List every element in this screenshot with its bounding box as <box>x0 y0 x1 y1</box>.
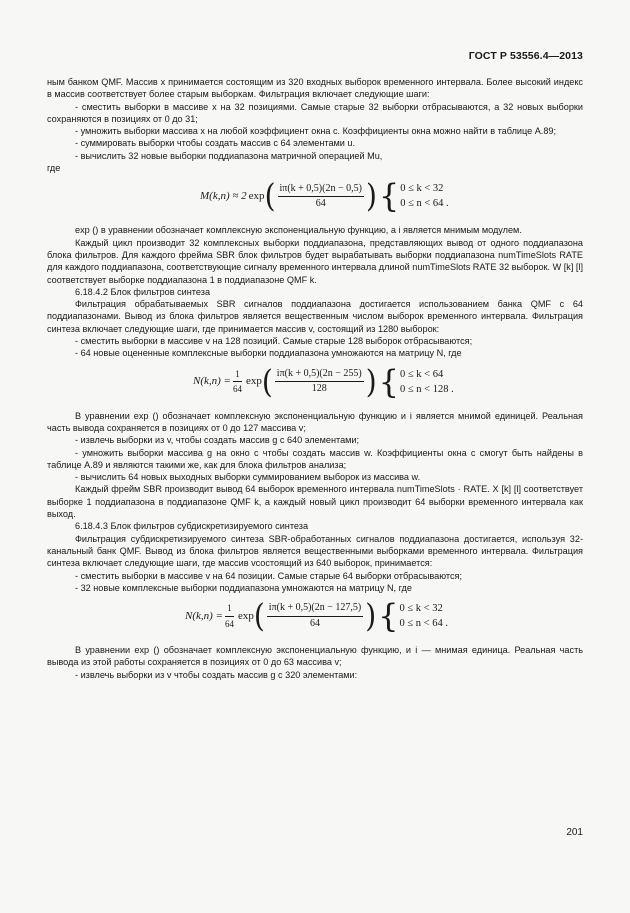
formula-n-matrix-downsampled <box>47 596 583 642</box>
fraction-numerator: iπ(k + 0,5)(2n − 0,5) <box>278 183 364 197</box>
left-paren: ( <box>253 596 265 635</box>
condition-k: 0 ≤ k < 32 <box>400 183 444 195</box>
list-item: - извлечь выборки из v, чтобы создать массив g с 640 элементами; <box>75 435 360 446</box>
condition-n: 0 ≤ n < 64 . <box>399 618 448 630</box>
list-item: - вычислить 32 новые выборки поддиапазона матричной операцией Mu, <box>75 150 383 161</box>
page-number: 201 <box>566 827 583 838</box>
left-brace: { <box>378 362 400 401</box>
standard-header: ГОСТ Р 53556.4—2013 <box>468 50 583 62</box>
formula-m-matrix <box>47 176 583 222</box>
section-heading: 6.18.4.3 Блок фильтров субдискретизируемого синтеза <box>75 521 309 532</box>
condition-k: 0 ≤ k < 32 <box>399 603 443 615</box>
formula-fraction <box>267 602 363 630</box>
left-brace: { <box>378 597 399 636</box>
coefficient-denominator: 64 <box>224 618 234 629</box>
paragraph: В уравнении exp () обозначает комплексную экспоненциальную функцию, и i — мнимая единица. Реальная часть вывода из этой работы сохраняется в позициях от 0 до 63 массива v; <box>47 645 583 668</box>
paragraph: exp () в уравнении обозначает комплексную экспоненциальную функцию, а i является мнимым модулем. <box>75 225 522 236</box>
list-item: - извлечь выборки из v чтобы создать массив g с 320 элементами: <box>75 669 358 680</box>
paragraph: Каждый цикл производит 32 комплексных выборки поддиапазона, представляющих вывод от одного поддиапазона блока фильтров. Для каждого фрейма SBR блок фильтров будет вырабатывать выборки поддиапазона numTimeSlots RATE для каждого поддиапазона, соответствующие сигналу временного интервала длиной numTimeSlots RATE 32 выборок. W [k] [l] соответствует выборке поддиапазона 1 в поддиапазоне QMF k. <box>47 237 584 285</box>
coefficient-fraction <box>225 602 234 630</box>
formula-lhs: N(k,n) = <box>185 609 223 622</box>
fraction-numerator: iπ(k + 0,5)(2n − 255) <box>275 368 364 382</box>
left-paren: ( <box>261 362 273 401</box>
formula-exp: exp <box>248 190 265 203</box>
formula-conditions <box>400 367 454 397</box>
list-item: - умножить выборки массива g на окно c чтобы создать массив w. Коэффициенты окна c смогут быть найдены в таблице А.89 и являются такими же, как для блока фильтров анализа; <box>47 447 583 470</box>
coefficient-numerator: 1 <box>233 368 242 382</box>
list-item: - суммировать выборки чтобы создать массив с 64 элементами u. <box>75 138 356 149</box>
page-body <box>47 76 583 681</box>
paragraph: где <box>47 163 61 174</box>
fraction-denominator: 128 <box>311 383 327 395</box>
paragraph: Каждый фрейм SBR производит вывод 64 выборок временного интервала numTimeSlots · RATE. X [k] [l] соответствует выборке 1 поддиапазона в поддиапазоне QMF k, а каждый новый цикл производит 64 выборки временного интервала как выход. <box>47 484 583 520</box>
list-item: - сместить выборки в массиве v на 128 позиций. Самые старые 128 выборок отбрасываются; <box>75 336 473 347</box>
formula-fraction <box>278 183 364 211</box>
formula-lhs: N(k,n) = <box>193 375 231 388</box>
fraction-numerator: iπ(k + 0,5)(2n − 127,5) <box>267 602 363 616</box>
coefficient-numerator: 1 <box>225 602 234 616</box>
left-brace: { <box>378 177 400 216</box>
condition-k: 0 ≤ k < 64 <box>400 368 444 380</box>
right-paren: ) <box>365 176 377 215</box>
formula-exp: exp <box>245 375 262 388</box>
section-heading: 6.18.4.2 Блок фильтров синтеза <box>75 286 211 297</box>
left-paren: ( <box>264 176 276 215</box>
fraction-denominator: 64 <box>310 617 321 629</box>
list-item: - 64 новые оцененные комплексные выборки поддиапазона умножаются на матрицу N, где <box>75 348 462 359</box>
paragraph: Фильтрация субдискретизируемого синтеза SBR-обработанных сигналов поддиапазона достигается, используя 32-канальный банк QMF. Вывод из блока фильтров является вещественными выборками временного интервала. Фильтрация синтеза включает следующие шаги, где массив vсостоящий из 640 выборок, принимается: <box>47 533 583 569</box>
paragraph: ным банком QMF. Массив x принимается состоящим из 320 входных выборок временного интервала. Более высокий индекс в массив соответствует более старым выборкам. Фильтрация включает следующие шаги: <box>47 77 583 100</box>
paragraph: Фильтрация обрабатываемых SBR сигналов поддиапазона достигается использованием банка QMF с 64 поддиапазонами. Вывод из блока фильтров является вещественным числом выборок временного интервала. Фильтрация синтеза включает следующие шаги, где принимается массив v, состоящий из 1280 выборок: <box>47 299 583 334</box>
condition-n: 0 ≤ n < 64 . <box>400 198 449 210</box>
coefficient-denominator: 64 <box>232 384 242 395</box>
list-item: - умножить выборки массива x на любой коэффициент окна c. Коэффициенты окна можно найти в таблице А.89; <box>75 126 557 137</box>
formula-conditions <box>400 601 448 631</box>
formula-lhs: M(k,n) ≈ 2 <box>200 190 247 203</box>
list-item: - сместить выборки в массиве v на 64 позиции. Самые старые 64 выборки отбрасываются; <box>75 570 463 581</box>
formula-n-matrix-synthesis <box>47 362 583 408</box>
list-item: - сместить выборки в массиве x на 32 позициями. Самые старые 32 выборки отбрасываются, а 32 новых выборки сохраняются в позициях от 0 до 31; <box>47 101 583 124</box>
right-paren: ) <box>365 362 377 401</box>
formula-conditions <box>400 181 448 211</box>
right-paren: ) <box>365 596 377 635</box>
formula-fraction <box>275 368 364 396</box>
condition-n: 0 ≤ n < 128 . <box>400 383 454 395</box>
paragraph: В уравнении exp () обозначает комплексную экспоненциальную функцию и i является мнимой единицей. Реальная часть вывода сохраняется в позициях от 0 до 127 массива v; <box>47 410 583 433</box>
coefficient-fraction <box>233 368 242 396</box>
list-item: - 32 новые комплексные выборки поддиапазона умножаются на матрицу N, где <box>75 582 412 593</box>
fraction-denominator: 64 <box>315 197 326 209</box>
formula-exp: exp <box>237 609 254 622</box>
list-item: - вычислить 64 новых выходных выборки суммированием выборок из массива w. <box>75 472 421 483</box>
